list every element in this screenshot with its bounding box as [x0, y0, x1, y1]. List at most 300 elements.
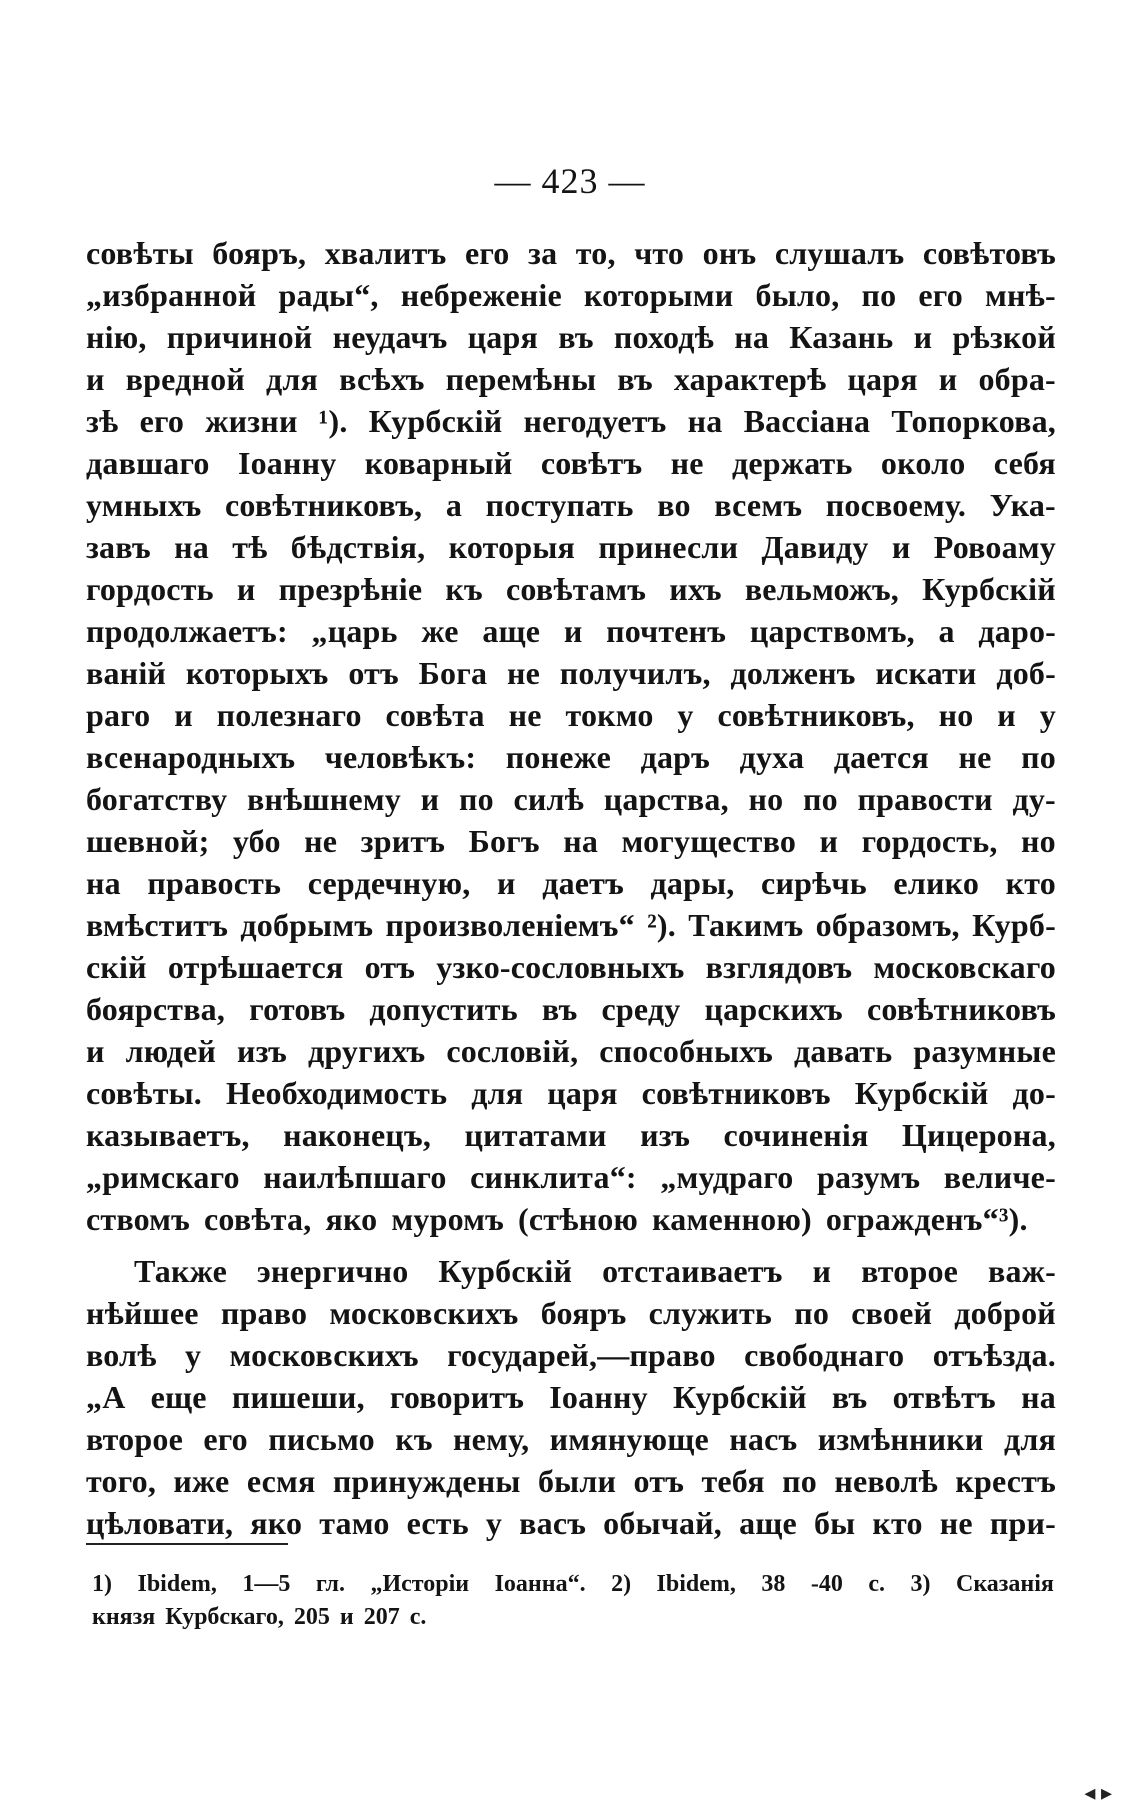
word: „избранной — [86, 277, 257, 313]
word: всемъ — [714, 487, 803, 523]
word: ихъ — [669, 571, 722, 607]
word: дары, — [650, 865, 735, 901]
text-line — [86, 1460, 1056, 1502]
word: бѣдствія, — [290, 529, 426, 565]
word: но — [748, 781, 784, 817]
word: дается — [833, 739, 929, 775]
word: боярства, — [86, 991, 226, 1027]
word: всенародныхъ — [86, 739, 296, 775]
word: величе- — [943, 1159, 1056, 1195]
word: совѣтниковъ, — [225, 487, 423, 523]
word: и — [86, 361, 105, 397]
word: добрымъ — [240, 907, 374, 943]
text-line — [86, 1072, 1056, 1114]
word: имянующе — [549, 1421, 709, 1457]
word: царя — [547, 1075, 618, 1111]
word: Іоанну — [549, 1379, 648, 1415]
word: правость — [147, 865, 282, 901]
word: московскаго — [873, 949, 1056, 985]
word: образомъ, — [815, 907, 960, 943]
word: отрѣшается — [167, 949, 344, 985]
text-line — [86, 232, 1056, 274]
word: Вассіана — [743, 403, 871, 439]
word: бояръ, — [212, 235, 307, 271]
word: (стѣною — [518, 1201, 639, 1237]
word: могущество — [621, 823, 797, 859]
text-line — [86, 988, 1056, 1030]
footnote-line — [92, 1568, 1054, 1601]
word: въ — [541, 991, 578, 1027]
word: есмя — [246, 1463, 316, 1499]
word: ¹). — [318, 403, 348, 439]
text-line — [86, 1376, 1056, 1418]
word: совѣты — [86, 235, 194, 271]
text-line — [86, 1156, 1056, 1198]
word: сирѣчь — [761, 865, 867, 901]
word: совѣтъ — [540, 445, 643, 481]
word: обычай, — [603, 1505, 723, 1541]
word: которыхъ — [185, 655, 329, 691]
word: готовъ — [249, 991, 346, 1027]
word: „римскаго — [86, 1159, 240, 1195]
word: вмѣститъ — [86, 907, 229, 943]
word: принесли — [598, 529, 739, 565]
word: второе — [86, 1421, 183, 1457]
word: понеже — [505, 739, 612, 775]
word: полезнаго — [216, 697, 362, 733]
word: въ — [831, 1379, 868, 1415]
word: 1—5 — [242, 1571, 291, 1597]
word: пишеши, — [231, 1379, 365, 1415]
word: измѣнники — [817, 1421, 984, 1457]
word: по — [861, 277, 897, 313]
word: не — [506, 655, 540, 691]
word: вредной — [125, 361, 245, 397]
word: всѣхъ — [339, 361, 425, 397]
word: еще — [150, 1379, 207, 1415]
word: допустить — [369, 991, 518, 1027]
word: было, — [755, 277, 840, 313]
word: перемѣны — [445, 361, 597, 397]
word: у — [677, 697, 694, 733]
word: совѣтовъ — [922, 235, 1056, 271]
word: не — [939, 1505, 973, 1541]
word: и — [86, 1033, 105, 1069]
word: московскихъ — [229, 1337, 419, 1373]
word: совѣта — [385, 697, 485, 733]
word: и — [236, 571, 256, 607]
word: Богъ — [468, 823, 540, 859]
word: слушалъ — [774, 235, 905, 271]
text-line — [86, 904, 1056, 946]
text-line — [86, 610, 1056, 652]
word: кто — [1005, 865, 1056, 901]
word: ствомъ — [86, 1201, 191, 1237]
word: и — [496, 865, 516, 901]
text-line — [86, 358, 1056, 400]
word: у — [485, 1505, 503, 1541]
word: были — [537, 1463, 617, 1499]
word: Курбскій — [854, 1075, 989, 1111]
word: долженъ — [730, 655, 856, 691]
word: правости — [857, 781, 993, 817]
text-line — [86, 400, 1056, 442]
word: не — [304, 823, 338, 859]
word: неудачъ — [332, 319, 448, 355]
word: на — [174, 529, 209, 565]
word: 207 — [363, 1604, 400, 1630]
word: Курбскій — [672, 1379, 807, 1415]
word: 2) — [611, 1571, 632, 1597]
text-line — [86, 484, 1056, 526]
page-number: — 423 — — [494, 161, 646, 201]
word: говоритъ — [389, 1379, 525, 1415]
text-line — [86, 1114, 1056, 1156]
text-line — [86, 1502, 1056, 1544]
word: не — [670, 445, 704, 481]
word: того, — [86, 1463, 157, 1499]
word: волѣ — [86, 1337, 157, 1373]
word: во — [657, 487, 691, 523]
word: разумные — [913, 1033, 1056, 1069]
word: по — [802, 781, 838, 817]
word: для — [471, 1075, 524, 1111]
word: у — [184, 1337, 202, 1373]
word: людей — [125, 1033, 217, 1069]
word: убо — [232, 823, 281, 859]
word: вельможъ, — [744, 571, 900, 607]
word: аще — [482, 613, 541, 649]
word: получилъ, — [559, 655, 711, 691]
text-line — [86, 1292, 1056, 1334]
word: способныхъ — [599, 1033, 773, 1069]
word: духа — [739, 739, 805, 775]
word: себя — [993, 445, 1056, 481]
word: наконецъ, — [283, 1117, 432, 1153]
word: право — [220, 1295, 308, 1331]
word: раго — [86, 697, 151, 733]
word: гордость — [86, 571, 214, 607]
word: коварный — [364, 445, 513, 481]
word: на — [734, 319, 770, 355]
word: внѣшнему — [246, 781, 401, 817]
word: принуждены — [332, 1463, 521, 1499]
word: въ — [617, 361, 653, 397]
word: его — [464, 235, 510, 271]
text-line — [86, 1250, 1056, 1292]
text-line — [86, 1418, 1056, 1460]
word: на — [86, 865, 121, 901]
word: около — [880, 445, 966, 481]
word: давшаго — [86, 445, 210, 481]
word: искати — [875, 655, 977, 691]
word: же — [421, 613, 459, 649]
word: и — [420, 781, 440, 817]
word: царства, — [603, 781, 729, 817]
word: его — [203, 1421, 248, 1457]
word: презрѣніе — [278, 571, 423, 607]
word: царскихъ — [704, 991, 843, 1027]
word: Необходимость — [226, 1075, 448, 1111]
word: крестъ — [955, 1463, 1056, 1499]
word: неволѣ — [834, 1463, 938, 1499]
word: московскихъ — [329, 1295, 519, 1331]
word: силѣ — [513, 781, 585, 817]
word: есть — [406, 1505, 469, 1541]
word: по — [794, 1295, 830, 1331]
word: Такимъ — [688, 907, 804, 943]
word: и — [997, 697, 1016, 733]
word: Ibidem, — [137, 1571, 217, 1597]
word: взглядовъ — [705, 949, 853, 985]
word: зѣ — [86, 403, 119, 439]
word: ваній — [86, 655, 167, 691]
word: давать — [793, 1033, 893, 1069]
word: и — [938, 361, 958, 397]
word: Курбскій — [922, 571, 1056, 607]
word: доб- — [996, 655, 1056, 691]
word: а — [445, 487, 463, 523]
word: совѣта, — [204, 1201, 312, 1237]
word: сословій, — [446, 1033, 579, 1069]
word: произволеніемъ“ — [385, 907, 635, 943]
word: причиной — [166, 319, 313, 355]
word: нію, — [86, 319, 147, 355]
word: а — [938, 613, 955, 649]
word: Топоркова, — [891, 403, 1056, 439]
word: завъ — [86, 529, 151, 565]
word: елико — [893, 865, 980, 901]
word: что — [634, 235, 685, 271]
word: „А — [86, 1379, 126, 1415]
word: с. — [868, 1571, 886, 1597]
word: Іоанна“. — [494, 1571, 586, 1597]
word: для — [1003, 1421, 1056, 1457]
word: къ — [395, 1421, 433, 1457]
word: и — [339, 1604, 354, 1630]
word: Бога — [418, 655, 488, 691]
text-line — [86, 694, 1056, 736]
word: яко — [325, 1201, 378, 1237]
word: 38 — [761, 1571, 786, 1597]
word: не — [958, 739, 992, 775]
word: изъ — [640, 1117, 691, 1153]
word: каменною) — [652, 1201, 812, 1237]
word: богатству — [86, 781, 228, 817]
word: гл. — [315, 1571, 345, 1597]
word: на — [687, 403, 723, 439]
word: сочиненія — [723, 1117, 869, 1153]
word: нему, — [453, 1421, 530, 1457]
word: служить — [648, 1295, 773, 1331]
word: ²). — [647, 907, 676, 943]
word: второе — [861, 1253, 959, 1289]
word: Сказанія — [955, 1571, 1054, 1597]
word: Курбскій — [368, 403, 503, 439]
word: совѣтамъ — [506, 571, 647, 607]
text-line — [86, 778, 1056, 820]
word: мнѣ- — [985, 277, 1056, 313]
word: -40 — [810, 1571, 843, 1597]
word: ду- — [1012, 781, 1056, 817]
word: посвоему. — [825, 487, 967, 523]
word: отъѣзда. — [932, 1337, 1056, 1373]
word: отстаиваетъ — [602, 1253, 783, 1289]
footnote-line — [92, 1601, 1054, 1634]
word: за — [528, 235, 558, 271]
text-line — [86, 442, 1056, 484]
word: 3) — [910, 1571, 931, 1597]
text-line — [86, 526, 1056, 568]
word: отъ — [364, 949, 416, 985]
word: даетъ — [542, 865, 624, 901]
word: яко — [250, 1505, 303, 1541]
word: но — [938, 697, 974, 733]
word: Цицерона, — [901, 1117, 1056, 1153]
word: Ровоаму — [933, 529, 1056, 565]
word: зритъ — [360, 823, 446, 859]
word: муромъ — [391, 1201, 505, 1237]
word: Іоанну — [237, 445, 337, 481]
word: скій — [86, 949, 147, 985]
word: нѣйшее — [86, 1295, 199, 1331]
word: человѣкъ: — [324, 739, 477, 775]
word: разумъ — [816, 1159, 921, 1195]
word: и — [819, 823, 839, 859]
word: важ- — [988, 1253, 1056, 1289]
word: царя — [467, 319, 538, 355]
word: доброй — [954, 1295, 1056, 1331]
word: въ — [558, 319, 594, 355]
word: продолжаетъ: — [86, 613, 288, 649]
word: тамо — [319, 1505, 390, 1541]
word: цѣловати, — [86, 1505, 234, 1541]
word: характерѣ — [673, 361, 827, 397]
word: тѣ — [232, 529, 268, 565]
word: кто — [872, 1505, 923, 1541]
word: насъ — [729, 1421, 798, 1457]
word: на — [1021, 1379, 1056, 1415]
word: бы — [813, 1505, 856, 1541]
word: васъ — [519, 1505, 587, 1541]
word: энергично — [256, 1253, 409, 1289]
text-line — [86, 862, 1056, 904]
word: и — [174, 697, 193, 733]
word: до- — [1012, 1075, 1056, 1111]
text-line — [86, 652, 1056, 694]
word: своей — [851, 1295, 933, 1331]
text-line — [86, 736, 1056, 778]
word: тебя — [701, 1463, 765, 1499]
text-line — [86, 1198, 1056, 1240]
word: и — [891, 529, 911, 565]
word: бояръ — [540, 1295, 627, 1331]
word: Давиду — [761, 529, 869, 565]
word: и — [563, 613, 583, 649]
body-text — [86, 232, 1056, 1544]
word: наилѣпшаго — [263, 1159, 447, 1195]
paragraph-gap — [86, 1240, 1056, 1250]
word: казываетъ, — [86, 1117, 250, 1153]
word: цитатами — [464, 1117, 607, 1153]
word: Ука- — [989, 487, 1056, 523]
word: Курбскаго, — [165, 1604, 284, 1630]
word: умныхъ — [86, 487, 202, 523]
word: онъ — [702, 235, 757, 271]
word: отъ — [633, 1463, 685, 1499]
word: письмо — [268, 1421, 375, 1457]
text-line — [86, 1334, 1056, 1376]
word: огражденъ“³). — [825, 1201, 1028, 1237]
word: сердечную, — [307, 865, 471, 901]
word: 205 — [293, 1604, 330, 1630]
word: другихъ — [307, 1033, 426, 1069]
word: „Исторіи — [370, 1571, 470, 1597]
word: его — [139, 403, 185, 439]
word: свободнаго — [744, 1337, 905, 1373]
word: къ — [445, 571, 483, 607]
word: изъ — [236, 1033, 287, 1069]
word: синклита“: — [470, 1159, 637, 1195]
word: не — [508, 697, 542, 733]
text-line — [86, 1030, 1056, 1072]
footnotes — [92, 1568, 1054, 1634]
word: хвалитъ — [324, 235, 447, 271]
text-line — [86, 316, 1056, 358]
word: его — [918, 277, 963, 313]
word: почтенъ — [606, 613, 727, 649]
word: государей,—право — [447, 1337, 716, 1373]
word: князя — [92, 1604, 156, 1630]
word: Казань — [789, 319, 894, 355]
word: царствомъ, — [749, 613, 915, 649]
word: у — [1039, 697, 1056, 733]
word: совѣтниковъ — [641, 1075, 831, 1111]
word: по — [782, 1463, 817, 1499]
word: по — [458, 781, 494, 817]
word: с. — [409, 1604, 427, 1630]
word: поступать — [485, 487, 634, 523]
footnote-divider — [86, 1543, 288, 1545]
word: среду — [601, 991, 681, 1027]
word: совѣтниковъ, — [717, 697, 915, 733]
corner-mark: ◂ ▸ — [1084, 1780, 1112, 1805]
word: „царь — [311, 613, 398, 649]
word: но — [1021, 823, 1056, 859]
word: на — [563, 823, 599, 859]
text-line — [86, 946, 1056, 988]
word: которыми — [583, 277, 734, 313]
word: узко-сословныхъ — [436, 949, 685, 985]
word: и — [812, 1253, 832, 1289]
word: жизни — [205, 403, 298, 439]
word: рады“, — [278, 277, 379, 313]
word: Курбскій — [438, 1253, 573, 1289]
word: шевной; — [86, 823, 210, 859]
word: Курб- — [972, 907, 1056, 943]
word: обра- — [978, 361, 1056, 397]
word: походѣ — [613, 319, 715, 355]
word: отвѣтъ — [892, 1379, 996, 1415]
word: „мудраго — [660, 1159, 794, 1195]
word: токмо — [565, 697, 654, 733]
word: негодуетъ — [523, 403, 667, 439]
word: совѣты. — [86, 1075, 202, 1111]
word: совѣтниковъ — [866, 991, 1056, 1027]
word: и — [913, 319, 933, 355]
word: иже — [173, 1463, 230, 1499]
word: даро- — [978, 613, 1056, 649]
